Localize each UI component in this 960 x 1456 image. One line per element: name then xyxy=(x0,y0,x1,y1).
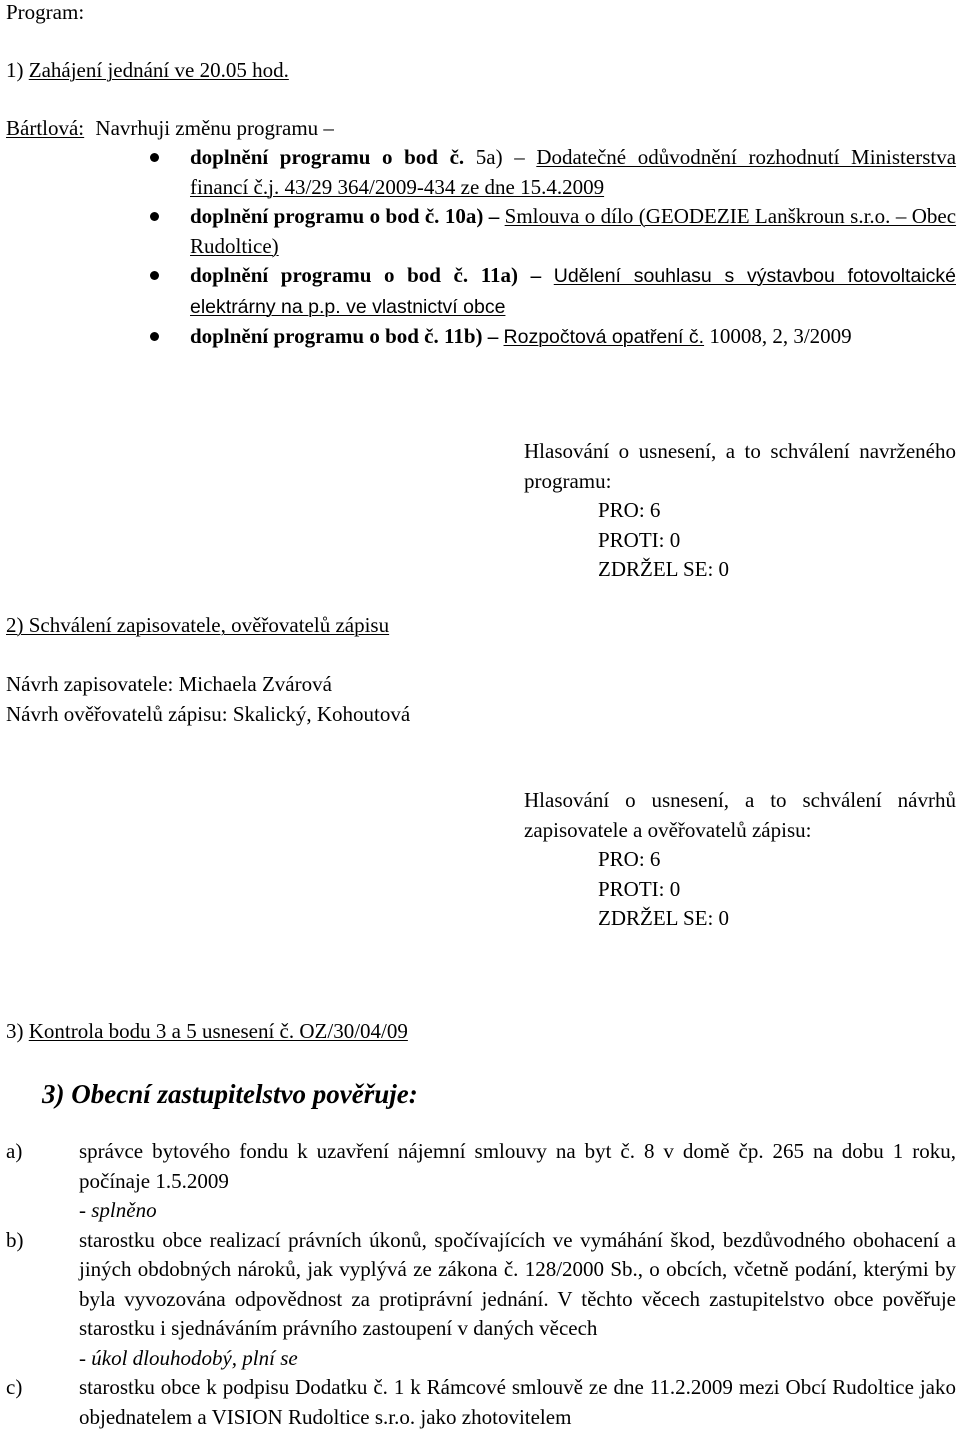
resolution-point-b xyxy=(6,1226,956,1374)
item-1-number: 1) xyxy=(6,58,24,82)
vote-proti: PROTI: 0 xyxy=(598,527,681,552)
item-3-title: Kontrola bodu 3 a 5 usnesení č. OZ/30/04/09 xyxy=(28,1019,408,1043)
amendment-lead: doplnění programu o bod č. xyxy=(190,145,465,169)
item-3-number: 3) xyxy=(6,1019,24,1043)
point-text: starostku obce realizací právních úkonů, spočívajících ve vymáhání škod, bezdůvodného obohacení a jiných obdobných nároků, jak vyplývá ze zákona č. 128/2000 Sb., o obcích, včetně podání, kterými by byla vyvozována odpovědnost za protiprávní jednání. V těchto věcech zastupitelstvo obce pověřuje starostku i sjednáváním právního zastoupení v daných věcech xyxy=(79,1227,956,1340)
point-status: - úkol dlouhodobý, plní se xyxy=(79,1345,298,1370)
proposal-line xyxy=(6,114,334,144)
vote-program xyxy=(524,437,956,585)
bullet-icon xyxy=(150,322,160,352)
point-status: - splněno xyxy=(79,1198,157,1222)
amendment-dash: – xyxy=(487,324,499,348)
amendment-text: Smlouva o dílo (GEODEZIE Lanškroun s.r.o. – Obec Rudoltice) xyxy=(190,204,957,258)
amendment-tail: 10008, 2, 3/2009 xyxy=(709,324,852,348)
amendment-dash: – xyxy=(530,263,542,287)
amendment-item-10a xyxy=(190,202,956,261)
amendment-item-5a xyxy=(190,143,956,202)
amendment-lead: doplnění programu o bod č. xyxy=(190,324,439,348)
amendment-code: 5a) xyxy=(475,145,503,169)
amendment-item-11a xyxy=(190,261,956,322)
amendment-code: 10a) xyxy=(444,204,484,228)
item-3-heading xyxy=(6,1017,408,1047)
amendment-item-11b xyxy=(190,322,956,353)
item-2-title: 2) Schválení zapisovatele, ověřovatelů zápisu xyxy=(6,613,390,637)
amendment-text: Dodatečné odůvodnění rozhodnutí Ministerstva financí č.j. 43/29 364/2009-434 ze dne 15.4.2009 xyxy=(190,145,957,199)
amendment-dash: – xyxy=(488,204,500,228)
amendment-dash: – xyxy=(514,145,525,169)
point-marker: b) xyxy=(6,1227,24,1252)
vote-pro: PRO: 6 xyxy=(598,847,661,871)
point-text: správce bytového fondu k uzavření nájemní smlouvy na byt č. 8 v domě čp. 265 na dobu 1 roku, počínaje 1.5.2009 xyxy=(79,1139,956,1193)
vote-proti: PROTI: 0 xyxy=(598,876,681,901)
point-marker: a) xyxy=(6,1139,23,1163)
amendment-lead: doplnění programu o bod č. xyxy=(190,204,440,228)
amendment-lead: doplnění programu o bod č. xyxy=(190,263,469,287)
vote-heading: Hlasování o usnesení, a to schválení návrhů zapisovatele a ověřovatelů zápisu: xyxy=(524,788,956,842)
point-marker: c) xyxy=(6,1375,23,1399)
amendment-code: 11a) xyxy=(480,263,519,287)
vote-recorders xyxy=(524,786,956,934)
verifiers-proposal: Návrh ověřovatelů zápisu: Skalický, Kohoutová xyxy=(6,702,411,726)
resolution-point-c xyxy=(6,1373,956,1432)
amendment-text: Rozpočtová opatření č. xyxy=(503,326,705,348)
program-label: Program: xyxy=(6,0,85,24)
vote-pro: PRO: 6 xyxy=(598,498,661,522)
vote-zdrzel: ZDRŽEL SE: 0 xyxy=(598,557,730,581)
vote-zdrzel: ZDRŽEL SE: 0 xyxy=(598,906,730,930)
resolution-heading: 3) Obecní zastupitelstvo pověřuje: xyxy=(42,1079,418,1109)
bullet-icon xyxy=(150,143,160,173)
item-1-heading xyxy=(6,56,289,86)
item-1-title: Zahájení jednání ve 20.05 hod. xyxy=(28,58,289,82)
bullet-icon xyxy=(150,261,160,291)
resolution-point-a xyxy=(6,1137,956,1226)
proposal-speaker: Bártlová: xyxy=(6,116,85,140)
proposal-text: Navrhuji změnu programu – xyxy=(95,116,334,140)
amendment-list xyxy=(190,143,956,353)
amendment-code: 11b) xyxy=(444,324,483,348)
bullet-icon xyxy=(150,202,160,232)
vote-heading: Hlasování o usnesení, a to schválení navrženého programu: xyxy=(524,439,956,493)
amendment-text: Udělení souhlasu s výstavbou fotovoltaické elektrárny na p.p. ve vlastnictví obce xyxy=(190,265,956,318)
resolution-points xyxy=(6,1137,956,1432)
recorder-proposal: Návrh zapisovatele: Michaela Zvárová xyxy=(6,672,332,696)
point-text: starostku obce k podpisu Dodatku č. 1 k Rámcové smlouvě ze dne 11.2.2009 mezi Obcí Rudoltice jako objednatelem a VISION Rudoltice s.r.o. jako zhotovitelem xyxy=(79,1375,956,1429)
